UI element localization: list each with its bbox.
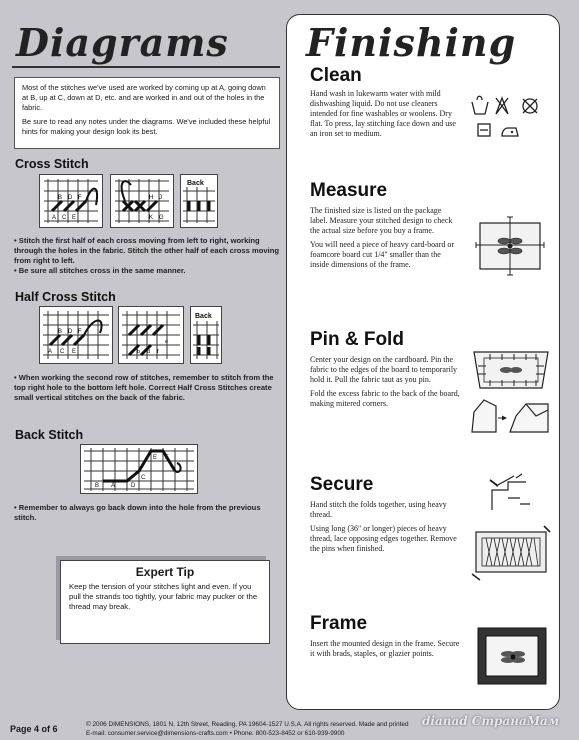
- svg-text:d: d: [147, 349, 151, 355]
- svg-text:B: B: [58, 329, 63, 335]
- hand-stitch-illustration: [486, 470, 538, 519]
- half-cross-stitch-heading: Half Cross Stitch: [15, 290, 116, 304]
- pin-fold-text-2: Fold the excess fabric to the back of the board, making mitered corners.: [310, 389, 460, 408]
- half-cross-diagram-2: [118, 306, 184, 364]
- secure-text-2: Using long (36" or longer) pieces of heavy thread, lace opposing edges together. Remove the pins when finished.: [310, 524, 457, 553]
- back-stitch-notes: [14, 503, 282, 523]
- half-cross-notes: [14, 373, 282, 403]
- svg-text:E: E: [153, 455, 158, 461]
- half-cross-back-diagram: [190, 306, 222, 364]
- svg-text:F: F: [165, 455, 169, 461]
- cross-stitch-notes: [14, 236, 282, 276]
- hand-wash-icon: [472, 102, 488, 114]
- pin-fold-body: [310, 355, 460, 413]
- svg-text:e: e: [165, 339, 169, 345]
- copyright-line: © 2006 DIMENSIONS, 1801 N. 12th Street, Reading, PA 19604-1527 U.S.A. All rights reserved. Made and printed: [86, 721, 409, 728]
- intro-box: [14, 77, 280, 149]
- back-stitch-heading: Back Stitch: [15, 428, 84, 442]
- svg-text:A: A: [111, 483, 116, 489]
- fold-illustration: [470, 396, 552, 443]
- svg-text:E: E: [72, 215, 77, 221]
- svg-text:A: A: [48, 349, 53, 355]
- svg-text:D: D: [68, 195, 73, 201]
- secure-heading: Secure: [310, 474, 374, 495]
- finishing-title: Finishing: [306, 20, 517, 65]
- svg-text:C: C: [62, 215, 67, 221]
- copyright-block: [86, 720, 409, 738]
- pin-fold-heading: Pin & Fold: [310, 329, 404, 350]
- watermark: dianad СтранаМам: [422, 714, 560, 728]
- cross-stitch-back-diagram: [180, 174, 218, 228]
- clean-text: Hand wash in lukewarm water with mild dishwashing liquid. Do not use cleaners intended for fine washables or woolens. Dry flat. To press, lay stitching face down and use an iron set to medium.: [310, 89, 456, 138]
- svg-text:B: B: [58, 195, 63, 201]
- back-stitch-diagram: [80, 444, 198, 494]
- pin-illustration: [470, 346, 552, 397]
- no-bleach-icon: [496, 98, 508, 114]
- framed-design-illustration: [476, 626, 548, 691]
- cross-stitch-diagram-1: [39, 174, 103, 228]
- secure-body: [310, 500, 460, 558]
- svg-text:G: G: [159, 215, 164, 221]
- contact-line: E-mail: consumer.service@dimensions-crafts.com • Phone: 800-523-8452 or 610-939-9900: [86, 730, 345, 737]
- svg-text:E: E: [72, 349, 77, 355]
- svg-text:J: J: [159, 195, 162, 201]
- svg-text:F: F: [78, 195, 82, 201]
- cross-stitch-heading: Cross Stitch: [15, 157, 89, 171]
- svg-text:C: C: [141, 475, 146, 481]
- half-cross-back-label: Back: [195, 313, 212, 320]
- intro-paragraph-2: Be sure to read any notes under the diagrams. We've included these helpful hints for making your design look its best.: [22, 117, 271, 136]
- cross-back-label: Back: [187, 180, 204, 187]
- measure-illustration: [474, 215, 546, 282]
- intro-paragraph-1: Most of the stitches we've used are worked by coming up at A, going down at B, up at C, down at D, etc. and are worked in and out of the holes in the fabric.: [22, 83, 266, 112]
- svg-text:A: A: [52, 215, 57, 221]
- cross-note-2: • Be sure all stitches cross in the same manner.: [14, 266, 186, 275]
- pin-fold-text-1: Center your design on the cardboard. Pin the fabric to the edges of the board to temporarily hold it. Pull the fabric taut as you pin.: [310, 355, 458, 384]
- back-stitch-note-1: • Remember to always go back down into the hole from the previous stitch.: [14, 503, 261, 522]
- half-cross-diagram-1: [39, 306, 113, 364]
- svg-text:B: B: [95, 483, 100, 489]
- expert-tip-body: Keep the tension of your stitches light and even. If you pull the strands too tightly, your fabric may pucker or the thread may break.: [69, 582, 258, 611]
- frame-heading: Frame: [310, 613, 368, 634]
- measure-text-1: The finished size is listed on the package label. Measure your stitched design to check the actual size before you buy a frame.: [310, 206, 453, 235]
- iron-icon: [502, 128, 518, 136]
- expert-tip-box: [60, 560, 270, 644]
- svg-text:b: b: [137, 349, 141, 355]
- diagrams-title: Diagrams: [16, 20, 229, 65]
- frame-text: Insert the mounted design in the frame. Secure it with brads, staples, or glazier points.: [310, 639, 460, 658]
- half-cross-note-1: • When working the second row of stitches, remember to stitch from the top right hole to the bottom left hole. Correct Half Cross Stitches create small vertical stitches on the back of the fabric.: [14, 373, 274, 402]
- measure-text-2: You will need a piece of heavy card-board or foamcore board cut 1/4" smaller than the inside dimensions of the frame.: [310, 240, 455, 269]
- measure-body: [310, 206, 460, 274]
- cross-note-1: • Stitch the first half of each cross moving from left to right, working through the holes in the fabric. Stitch the other half of each cross moving from right to left.: [14, 236, 279, 265]
- clean-body: [310, 89, 460, 143]
- title-underline: [12, 66, 280, 68]
- svg-text:F: F: [78, 329, 82, 335]
- cross-stitch-diagram-2: [110, 174, 174, 228]
- laundry-care-icons: [468, 90, 552, 147]
- svg-text:H: H: [149, 195, 154, 201]
- svg-text:K: K: [149, 215, 154, 221]
- clean-heading: Clean: [310, 65, 362, 86]
- svg-text:D: D: [68, 329, 73, 335]
- svg-text:f: f: [157, 349, 159, 355]
- expert-tip-heading: Expert Tip: [135, 565, 195, 579]
- measure-heading: Measure: [310, 180, 388, 201]
- svg-text:C: C: [60, 349, 65, 355]
- frame-body: [310, 639, 460, 663]
- lacing-illustration: [470, 522, 552, 589]
- svg-text:D: D: [131, 483, 136, 489]
- secure-text-1: Hand stitch the folds together, using heavy thread.: [310, 500, 447, 519]
- page-number: Page 4 of 6: [10, 724, 58, 734]
